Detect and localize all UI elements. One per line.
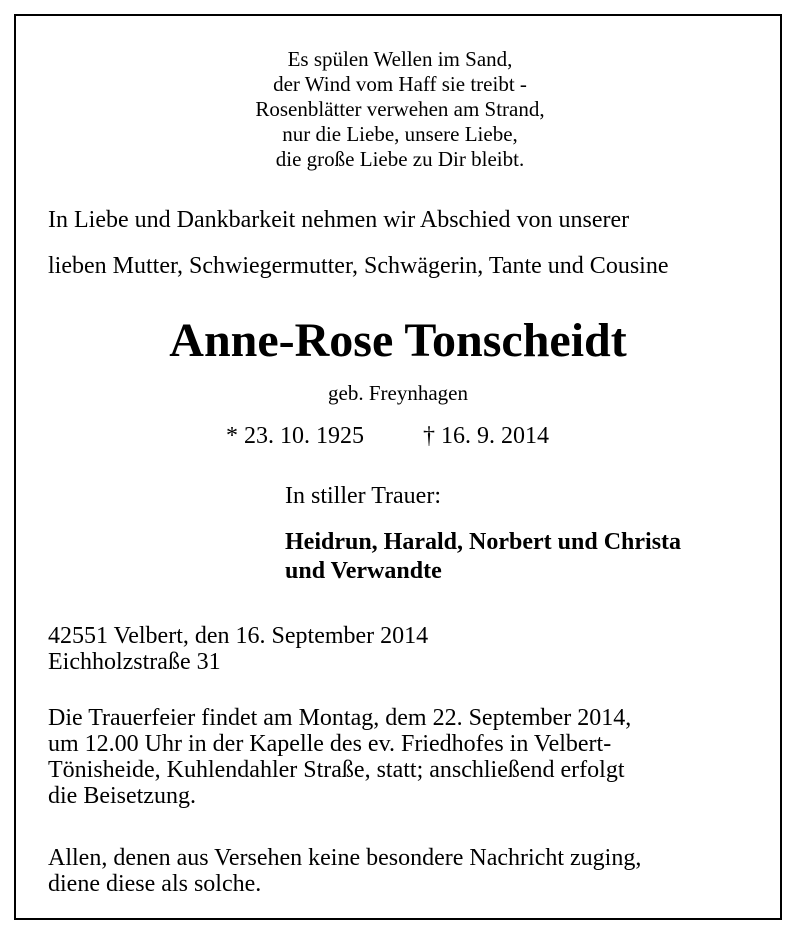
- ceremony-line: Die Trauerfeier findet am Montag, dem 22. September 2014,: [48, 705, 632, 731]
- death-date: † 16. 9. 2014: [423, 423, 549, 449]
- intro-line-1: In Liebe und Dankbarkeit nehmen wir Abschied von unserer: [48, 207, 630, 233]
- ceremony-line: um 12.00 Uhr in der Kapelle des ev. Friedhofes in Velbert-: [48, 731, 612, 757]
- intro-line-2: lieben Mutter, Schwiegermutter, Schwägerin, Tante und Cousine: [48, 253, 669, 279]
- born-name: geb. Freynhagen: [328, 381, 468, 405]
- ceremony-line: die Beisetzung.: [48, 783, 196, 809]
- poem-line: Rosenblätter verwehen am Strand,: [255, 97, 545, 121]
- mourners-names: [285, 528, 681, 586]
- ceremony-text: [48, 705, 631, 809]
- mourners-line-2: und Verwandte: [285, 558, 442, 584]
- poem-line: die große Liebe zu Dir bleibt.: [275, 147, 525, 171]
- ceremony-line: Tönisheide, Kuhlendahler Straße, statt; anschließend erfolgt: [48, 757, 625, 783]
- birth-date: * 23. 10. 1925: [226, 423, 364, 449]
- mourning-heading: In stiller Trauer:: [285, 483, 441, 509]
- poem-line: Es spülen Wellen im Sand,: [287, 47, 513, 71]
- poem: [0, 47, 800, 172]
- poem-line: nur die Liebe, unsere Liebe,: [282, 122, 518, 146]
- address-line-1: 42551 Velbert, den 16. September 2014: [48, 623, 429, 649]
- mourners-line-1: Heidrun, Harald, Norbert und Christa: [285, 529, 682, 555]
- closing-note: [48, 845, 641, 897]
- deceased-name: Anne-Rose Tonscheidt: [169, 314, 627, 367]
- address: [48, 623, 428, 675]
- note-line: diene diese als solche.: [48, 871, 262, 897]
- poem-line: der Wind vom Haff sie treibt -: [273, 72, 527, 96]
- address-line-2: Eichholzstraße 31: [48, 649, 221, 675]
- note-line: Allen, denen aus Versehen keine besondere Nachricht zuging,: [48, 845, 642, 871]
